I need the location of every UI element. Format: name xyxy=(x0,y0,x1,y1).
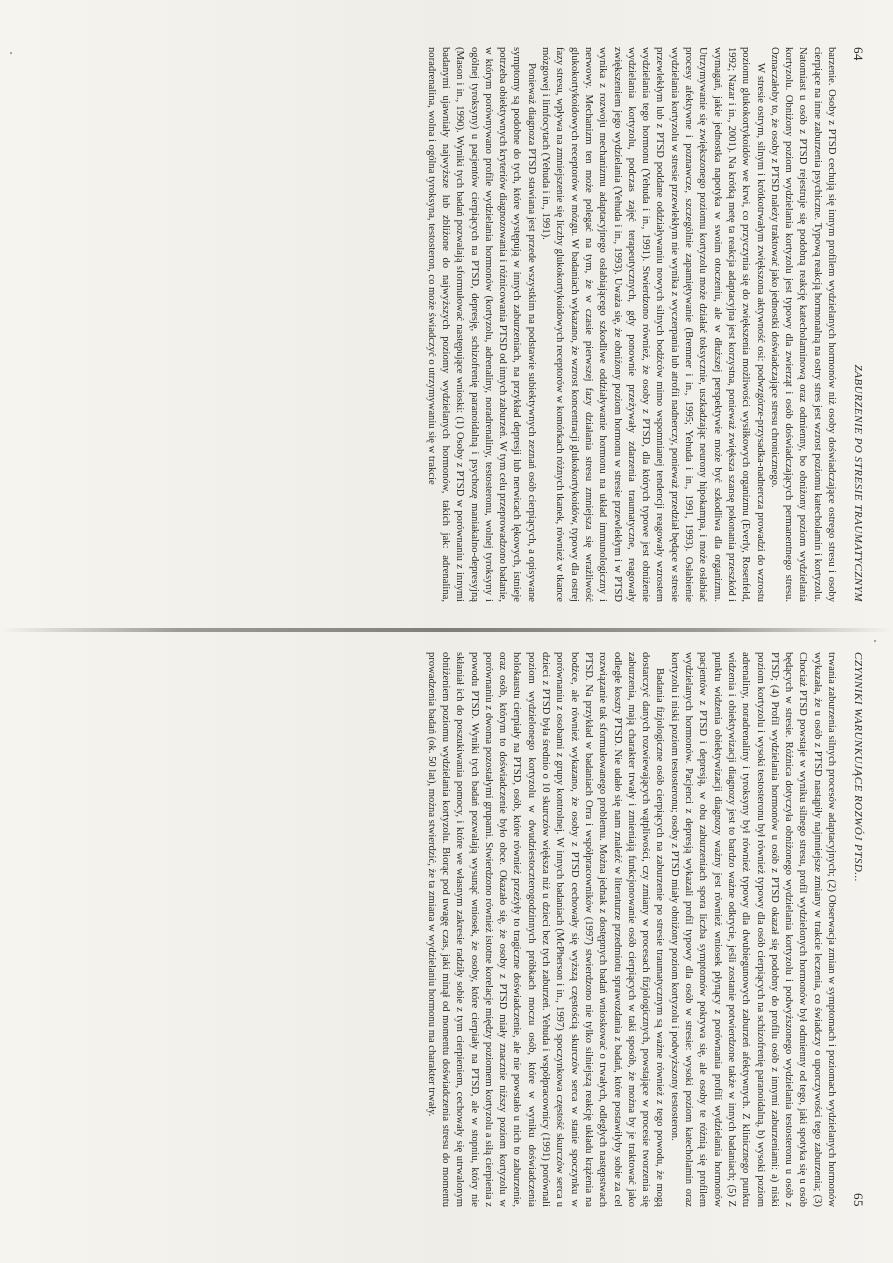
running-head: ZABURZENIE PO STRESIE TRAUMATYCZNYM xyxy=(852,364,864,602)
right-page-body xyxy=(178,652,838,1207)
paragraph: Badania fizjologiczne osób cierpiących na zaburzenie po stresie traumatycznym są ważne również z tego powodu, że mogą dostarczyć danych rozwiewających wątpliwości, czy zmiany w procesach fizjologicznych, powstające w procesie tworzenia się zaburzenia, mają charakter trwały i zmieniają funkcjonowanie osób cierpiących w taki sposób, że można by je traktować jako odległe koszty PTSD. Nie udało się nam znaleźć w literaturze przedmiotu sprawozdania z badań, które postawiłyby sobie za cel rozwiązanie tak sformułowanego problemu. Można jednak z dostępnych badań wnioskować o trwałych, odległych następstwach PTSD. Na przykład w badaniach Orra i współpracowników (1997) stwierdzono nie tylko silniejszą reakcję układu krążenia na bodźce, ale również wykazano, że osoby z PTSD cechowały się wyższą częstością skurczów serca w stanie spoczynku w porównaniu z osobami z grupy kontrolnej. W innych badaniach (McPherson i in., 1997) spoczynkowa częstość skurczów serca u dzieci z PTSD była średnio o 10 skurczów większa niż u dzieci bez tych zaburzeń. Yehuda i współpracownicy (1991) porównali poziom wydzielonego kortyzolu w dwudziestoczterogodzinnych próbkach moczu osób, które w wyniku doświadczenia holokaustu cierpiały na PTSD, osób, które również przeżyły to tragiczne doświadczenie, ale nie powstało u nich to zaburzenie, oraz osób, którym to doświadczenie było obce. Okazało się, że osoby z PTSD miały znacznie niższy poziom kortyzolu w porównaniu z dwoma pozostałymi grupami. Stwierdzono również istotne korelacje między poziomem kortyzolu a siłą cierpienia z powodu PTSD. Wyniki tych badań pozwalają wysunąć wniosek, że osoby, które cierpiały na PTSD, ale w stopniu, który nie skłaniał ich do poszukiwania pomocy, i które we własnym zakresie radziły sobie z tym cierpieniem, cechowały się utrwalonym obniżeniem poziomu wydzielania kortyzolu. Biorąc pod uwagę czas, jaki minął od momentu doświadczenia stresu do momentu prowadzenia badań (ok. 50 lat), można stwierdzić, że ta zmiana w wydzielaniu hormonu ma charakter trwały. xyxy=(425,652,666,1207)
left-page-header xyxy=(846,47,868,602)
page-number: 64 xyxy=(851,47,866,61)
paragraph: W stresie ostrym, silnym i krótkotrwałym zwiększona aktywność osi: podwzgórze-przysadka-nadnercza prowadzi do wzrostu poziomu glukokortykoidów we krwi, co przyczynia się do zwiększenia możliwości wysiłkowych organizmu (Everly, Rosenfeld, 1992; Nazar i in., 2001). Na krótką metę ta reakcja adaptacyjna jest korzystna, ponieważ zwiększa szansę pokonania przeszkód i wymagań, jakie jednostka napotyka w swoim otoczeniu, ale w dłuższej perspektywie może być szkodliwa dla organizmu. Utrzymywanie się zwiększonego poziomu kortyzolu może działać toksycznie, uszkadzając neurony hipokampa, i może osłabiać procesy afektywne i poznawcze, szczególnie zapamiętywanie (Bremner i in., 1995; Yehuda i in., 1991, 1993). Osłabienie wydzielania kortyzolu w stresie przewlekłym nie wynika z wyczerpania lub atrofii nadnerczy, ponieważ przedział będące w stresie przewlekłym lub z PTSD poddane oddziaływaniu nowych silnych bodźców mimo wspomnianej tendencji reagowały wzrostem wydzielania tego hormonu (Yehuda i in., 1991). Stwierdzono również, że osoby z PTSD, dla których typowe jest obniżenie wydzielania kortyzolu, podczas zajęć terapeutycznych, gdy ponownie przeżywały zdarzenia traumatyczne, reagowały zwiększeniem jego wydzielania (Yehuda i in., 1993). Uważa się, że obniżony poziom hormonu w stresie przewlekłym i w PTSD wynika z rozwoju mechanizmu adaptacyjnego osłabiającego szkodliwe oddziaływanie hormonu na układ immunologiczny i nerwowy. Mechanizm ten może polegać na tym, że w czasie pierwszej fazy działania stresu zmniejsza się wrażliwość glukokortykoidowych receptorów w mózgu. W badaniach wykazano, że wzrost koncentracji glukokortykoidów, typowy dla ostrej fazy stresu, wpływa na zmniejszenie się liczby glukokortykoidowych receptorów w komórkach różnych tkanek, również w tkance mózgowej i limfocytach (Yehuda i in., 1991). xyxy=(540,47,766,602)
page-gutter xyxy=(0,628,893,632)
paragraph: barzenie. Osoby z PTSD cechują się innym profilem wydzielanych hormonów niż osoby doświadczające ostrego stresu i osoby cierpiące na inne zaburzenia psychiczne. Typową reakcją hormonalną na ostry stres jest wzrost poziomu katecholamin i kortyzolu. Natomiast u osób z PTSD rejestruje się podobną reakcję katecholaminową oraz odmienny, bo obniżony poziom wydzielania kortyzolu. Obniżony poziom wydzielania kortyzolu jest typowy dla zwierząt i osób doświadczających permanentnego stresu. Oznaczałoby to, że osoby z PTSD należy traktować jako jednostki doświadczające stresu chronicznego. xyxy=(768,47,837,602)
left-page-body xyxy=(178,47,838,602)
paragraph: Ponieważ diagnoza PTSD stawiana jest przede wszystkim na podstawie subiektywnych zeznań osób cierpiących, a opisywane symptomy są podobne do tych, które występują w innych zaburzeniach, na przykład depresji lub nerwicach lękowych, istnieje potrzeba obiektywnych kryteriów diagnozowania i różnicowania PTSD od innych zaburzeń. W tym celu przeprowadzono badanie, w którym porównywano profile wydzielania hormonów (kortyzolu, adrenaliny, noradrenaliny, testosteronu, wolnej tyroksyny i ogólnej tyroksyny) u pacjentów cierpiących na PTSD, depresję, schizofrenię paranoidalną i psychozę maniakalno-depresyjną (Mason i in., 1990). Wyniki tych badań pozwalają sformułować następujące wnioski: (1) Osoby z PTSD w porównaniu z innymi badanymi ujawniały najwyższe lub zbliżone do najwyższych poziomy wydzielanych hormonów, takich jak: adrenalina, noradrenalina, wolna i ogólna tyroksyna, testosteron, co może świadczyć o utrzymywaniu się w trakcie xyxy=(425,47,537,602)
left-page xyxy=(178,47,868,602)
scan-speck xyxy=(874,640,876,642)
running-head: CZYNNIKI WARUNKUJĄCE ROZWÓJ PTSD... xyxy=(852,652,864,883)
page-number: 65 xyxy=(851,1193,866,1207)
right-page-header xyxy=(846,652,868,1207)
scan-speck xyxy=(10,52,12,54)
paragraph: trwania zaburzenia silnych procesów adaptacyjnych; (2) Obserwacja zmian w symptomach i poziomach wydzielanych hormonów wykazała, że u osób z PTSD nastąpiły najmniejsze zmiany w trakcie leczenia, co świadczy o uporczywości tego zaburzenia; (3) Chociaż PTSD powstaje w wyniku silnego stresu, profil wydzielonych hormonów był odmienny od tego, jaki spotyka się u osób będących w stresie. Różnica dotyczyła obniżonego wydzielania kortyzolu i podwyższonego wydzielania testosteronu u osób z PTSD; (4) Profil wydzielania hormonów u osób z PTSD okazał się podobny do profilu osób z innymi zaburzeniami: a) niski poziom kortyzolu i wysoki testosteronu był również typowy dla osób cierpiących na schizofrenię paranoidalną, b) wysoki poziom adrenaliny, noradrenaliny i tyroksyny był również typowy dla dwubiegunowych zaburzeń afektywnych. Z klinicznego punktu widzenia i obiektywizacji diagnozy jest to bardzo ważne odkrycie, jeśli zostanie potwierdzone także w innych badaniach; (5) Z punktu widzenia obiektywizacji diagnozy ważny jest również wniosek płynący z porównania profili wydzielania hormonów pacjentów z PTSD i depresją, w obu zaburzeniach spora liczba symptomów pokrywa się, ale osoby te różnią się profilem wydzielanych hormonów. Pacjenci z depresją wykazali profil typowy dla osób w stresie: wysoki poziom katecholamin oraz kortyzolu i niski poziom testosteronu; osoby z PTSD miały obniżony poziom kortyzolu i podwyższony testosteron. xyxy=(668,652,837,1207)
right-page xyxy=(178,652,868,1207)
